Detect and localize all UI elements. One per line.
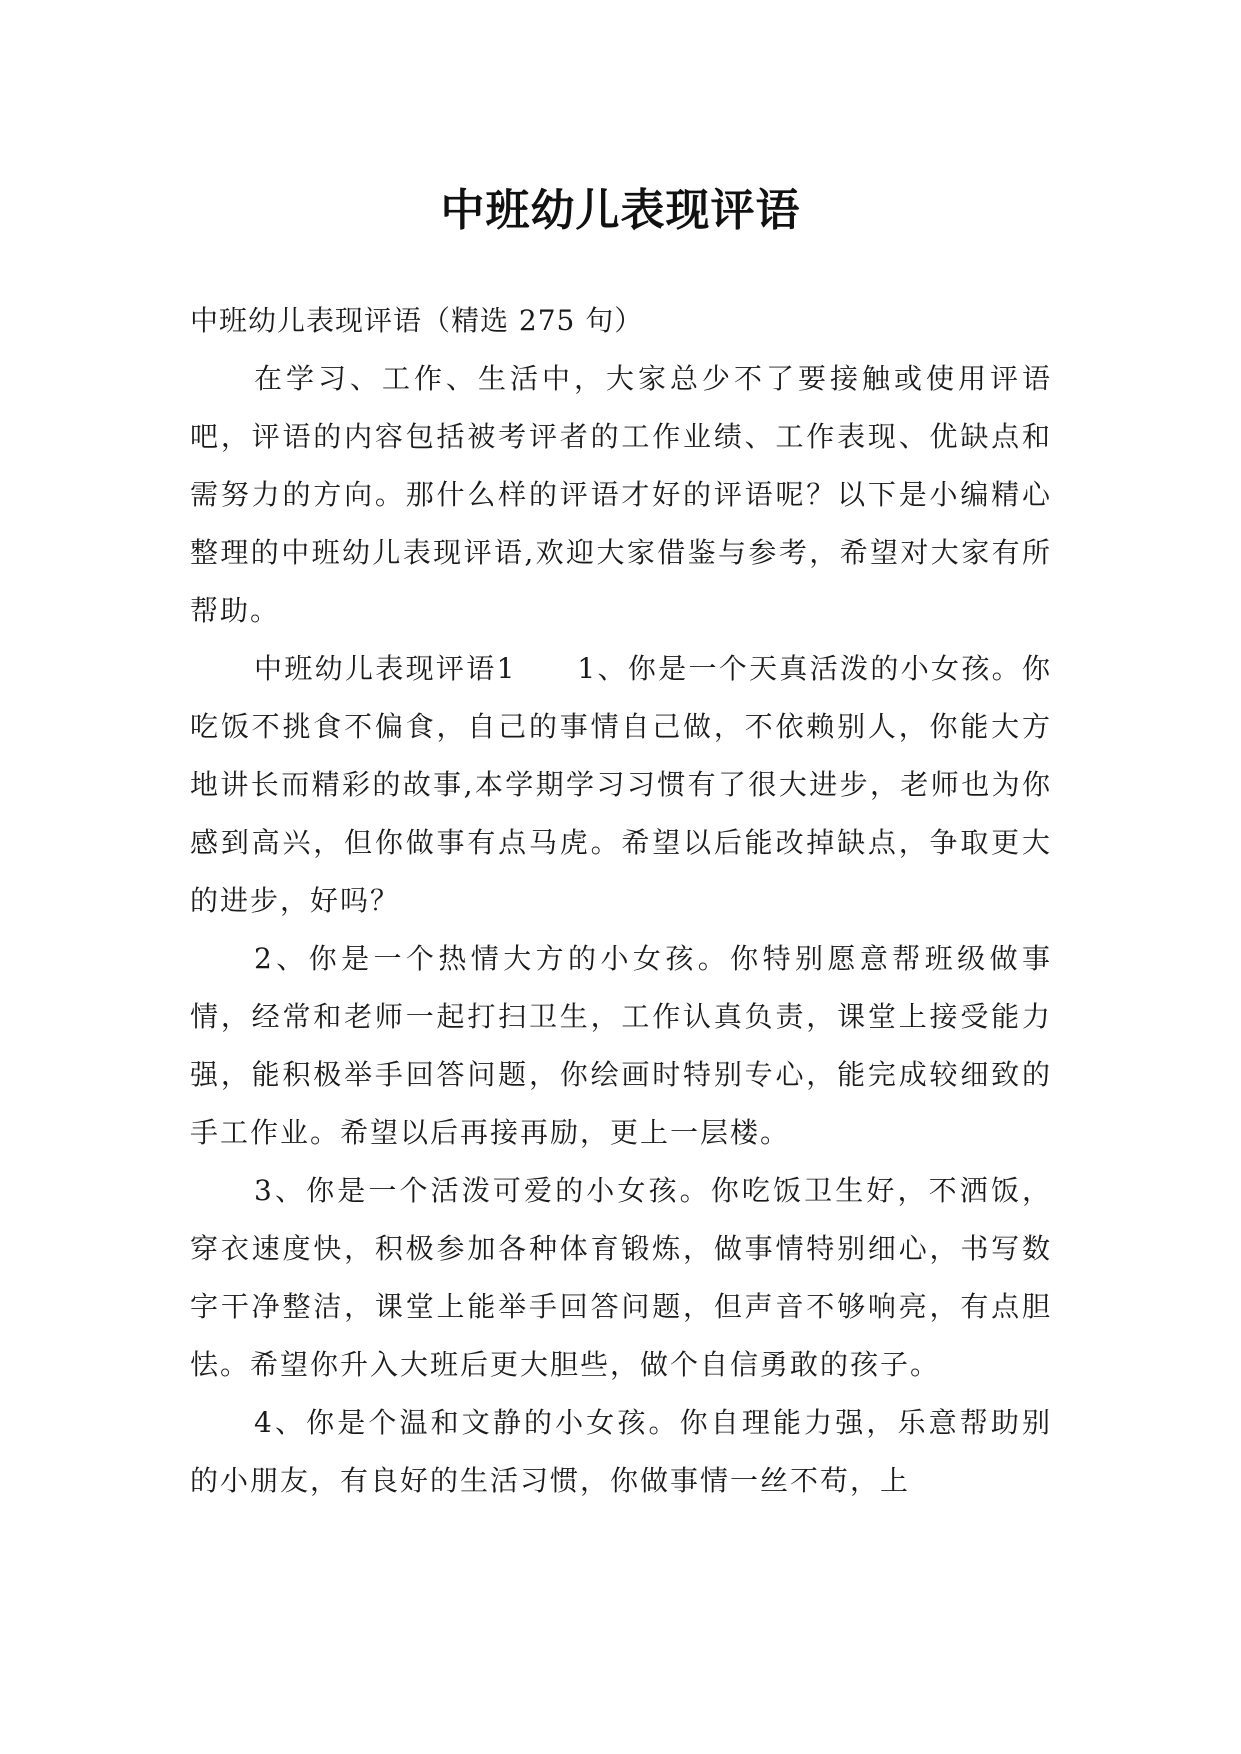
paragraph-intro: 在学习、工作、生活中，大家总少不了要接触或使用评语吧，评语的内容包括被考评者的工作业绩、工作表现、优缺点和需努力的方向。那什么样的评语才好的评语呢？以下是小编精心整理的中班幼儿表现评语,欢迎大家借鉴与参考，希望对大家有所帮助。 bbox=[190, 362, 1052, 627]
paragraph-comment-4: 4、你是个温和文静的小女孩。你自理能力强，乐意帮助别的小朋友，有良好的生活习惯，你做事情一丝不苟，上 bbox=[190, 1406, 1052, 1497]
paragraph-comment-1: 中班幼儿表现评语1 1、你是一个天真活泼的小女孩。你吃饭不挑食不偏食，自己的事情自己做，不依赖别人，你能大方地讲长而精彩的故事,本学期学习习惯有了很大进步，老师也为你感到高兴，但你做事有点马虎。希望以后能改掉缺点，争取更大的进步，好吗？ bbox=[190, 652, 1052, 917]
document-subtitle: 中班幼儿表现评语（精选 275 句） bbox=[190, 304, 644, 337]
document-title: 中班幼儿表现评语 bbox=[440, 185, 801, 237]
document-body bbox=[190, 292, 1052, 1510]
paragraph-comment-2: 2、你是一个热情大方的小女孩。你特别愿意帮班级做事情，经常和老师一起打扫卫生，工作认真负责，课堂上接受能力强，能积极举手回答问题，你绘画时特别专心，能完成较细致的手工作业。希望以后再接再励，更上一层楼。 bbox=[190, 942, 1052, 1149]
paragraph-comment-3: 3、你是一个活泼可爱的小女孩。你吃饭卫生好，不洒饭，穿衣速度快，积极参加各种体育锻炼，做事情特别细心，书写数字干净整洁，课堂上能举手回答问题，但声音不够响亮，有点胆怯。希望你升入大班后更大胆些，做个自信勇敢的孩子。 bbox=[190, 1174, 1052, 1381]
